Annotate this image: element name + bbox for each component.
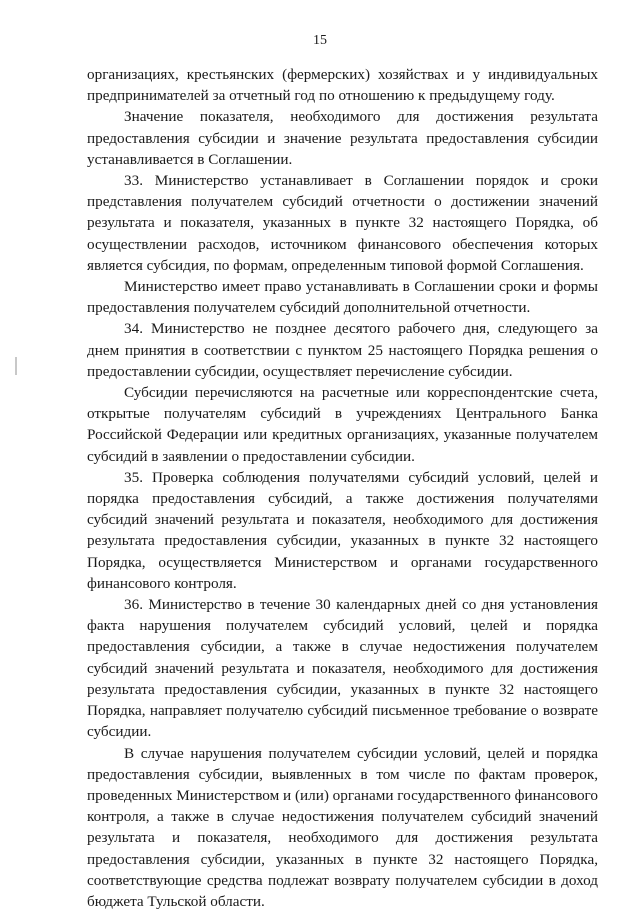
paragraph-additional-reporting: Министерство имеет право устанавливать в Соглашении сроки и формы предоставления получателем субсидий дополнительной отчетности.: [87, 276, 598, 318]
margin-scan-mark: [15, 357, 17, 375]
paragraph-35: 35. Проверка соблюдения получателями субсидий условий, целей и порядка предоставления субсидий, а также достижения получателями субсидий значений результата и показателя, необходимого для достижения результата предоставления субсидии, указанных в пункте 32 настоящего Порядка, осуществляется Министерством и органами государственного финансового контроля.: [87, 467, 598, 594]
paragraph-34: 34. Министерство не позднее десятого рабочего дня, следующего за днем принятия в соответствии с пунктом 25 настоящего Порядка решения о предоставлении субсидии, осуществляет перечисление субсидии.: [87, 318, 598, 382]
page-number: 15: [0, 33, 640, 49]
paragraph-36: 36. Министерство в течение 30 календарных дней со дня установления факта нарушения получателем субсидий условий, целей и порядка предоставления субсидии, а также в случае недостижения получателем субсидий значений результата и показателя, необходимого для достижения результата предоставления субсидии, указанных в пункте 32 настоящего Порядка, направляет получателю субсидий письменное требование о возврате субсидии.: [87, 594, 598, 742]
paragraph-continued: организациях, крестьянских (фермерских) хозяйствах и у индивидуальных предпринимателей за отчетный год по отношению к предыдущему году.: [87, 64, 598, 106]
paragraph-33: 33. Министерство устанавливает в Соглашении порядок и сроки представления получателем субсидий отчетности о достижении значений результата и показателя, указанных в пункте 32 настоящего Порядка, об осуществлении расходов, источником финансового обеспечения которых является субсидия, по формам, определенным типовой формой Соглашения.: [87, 170, 598, 276]
paragraph-transfer-accounts: Субсидии перечисляются на расчетные или корреспондентские счета, открытые получателям субсидий в учреждениях Центрального Банка Российской Федерации или кредитных организациях, указанные получателем субсидий в заявлении о предоставлении субсидии.: [87, 382, 598, 467]
paragraph-indicator-value: Значение показателя, необходимого для достижения результата предоставления субсидии и значение результата предоставления субсидии устанавливается в Соглашении.: [87, 106, 598, 170]
paragraph-violation-return: В случае нарушения получателем субсидии условий, целей и порядка предоставления субсидии, выявленных в том числе по фактам проверок, проведенных Министерством и (или) органами государственного финансового контроля, а также в случае недостижения получателем субсидий значений результата и показателя, необходимого для достижения результата предоставления субсидии, указанных в пункте 32 настоящего Порядка, соответствующие средства подлежат возврату получателем субсидии в доход бюджета Тульской области.: [87, 743, 598, 912]
document-body: [87, 64, 598, 912]
